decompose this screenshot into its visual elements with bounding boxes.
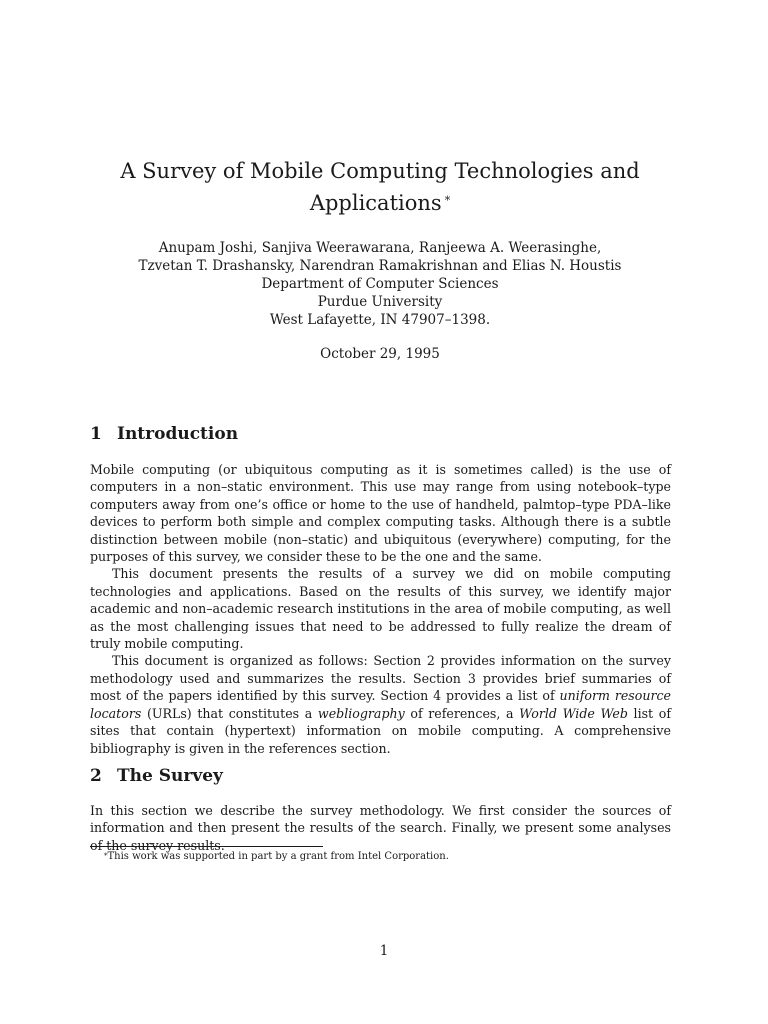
paragraph-text: (URLs) that constitutes a xyxy=(141,705,318,721)
paragraph: In this section we describe the survey methodology. We first consider the sources of information and then present the results of the search. Finally, we present some analyses of the survey results. xyxy=(90,803,671,853)
footnote-text: This work was supported in part by a grant from Intel Corporation. xyxy=(107,851,449,862)
paper-date: October 29, 1995 xyxy=(320,346,440,362)
section-number: 2 xyxy=(90,766,102,786)
section-heading-introduction xyxy=(90,424,238,444)
section-title: The Survey xyxy=(117,766,223,786)
section-title: Introduction xyxy=(117,424,239,444)
title-footnote-mark: * xyxy=(444,194,451,207)
emphasis-text: World Wide Web xyxy=(519,705,628,721)
authors-line-1: Anupam Joshi, Sanjiva Weerawarana, Ranjeewa A. Weerasinghe, xyxy=(158,240,602,256)
introduction-body xyxy=(90,461,671,757)
paragraph-text: list of sites that contain (hypertext) information on mobile computing. A comprehensive bibliography is given in the references section. xyxy=(90,705,671,756)
author-department: Department of Computer Sciences xyxy=(261,276,499,292)
paragraph xyxy=(90,652,671,756)
emphasis-text: webliography xyxy=(317,705,405,721)
author-university: Purdue University xyxy=(317,294,443,310)
footnote xyxy=(104,850,449,863)
paper-title xyxy=(90,155,670,219)
paragraph-text: This document is organized as follows: Section 2 provides information on the survey methodology used and summarizes the results. Section 3 provides brief summaries of most of the papers identified by this survey. Section 4 provides a list of xyxy=(90,653,671,704)
emphasis-text: uniform resource locators xyxy=(90,688,671,721)
paragraph: This document presents the results of a survey we did on mobile computing technologies and applications. Based on the results of this survey, we identify major academic and non–academic research institutions in the area of mobile computing, as well as the most challenging issues that need to be addressed to fully realize the dream of truly mobile computing. xyxy=(90,566,671,652)
title-line-2: Applications xyxy=(309,191,442,215)
footnote-divider xyxy=(90,846,323,847)
paragraph: Mobile computing (or ubiquitous computing as it is sometimes called) is the use of computers in a non–static environment. This use may range from using notebook–type computers away from one’s office or home to the use of handheld, palmtop–type PDA–like devices to perform both simple and complex computing tasks. Although there is a subtle distinction between mobile (non–static) and ubiquitous (everywhere) computing, for the purposes of this survey, we consider these to be the one and the same. xyxy=(90,462,671,565)
section-number: 1 xyxy=(90,424,102,444)
author-block xyxy=(90,239,670,329)
paragraph-text: of references, a xyxy=(404,705,520,721)
page-number: 1 xyxy=(379,943,389,959)
footnote-mark: * xyxy=(104,852,108,860)
author-address: West Lafayette, IN 47907–1398. xyxy=(269,312,491,328)
title-line-1: A Survey of Mobile Computing Technologies and xyxy=(120,159,640,183)
section-heading-the-survey xyxy=(90,766,223,786)
authors-line-2: Tzvetan T. Drashansky, Narendran Ramakrishnan and Elias N. Houstis xyxy=(138,258,622,274)
